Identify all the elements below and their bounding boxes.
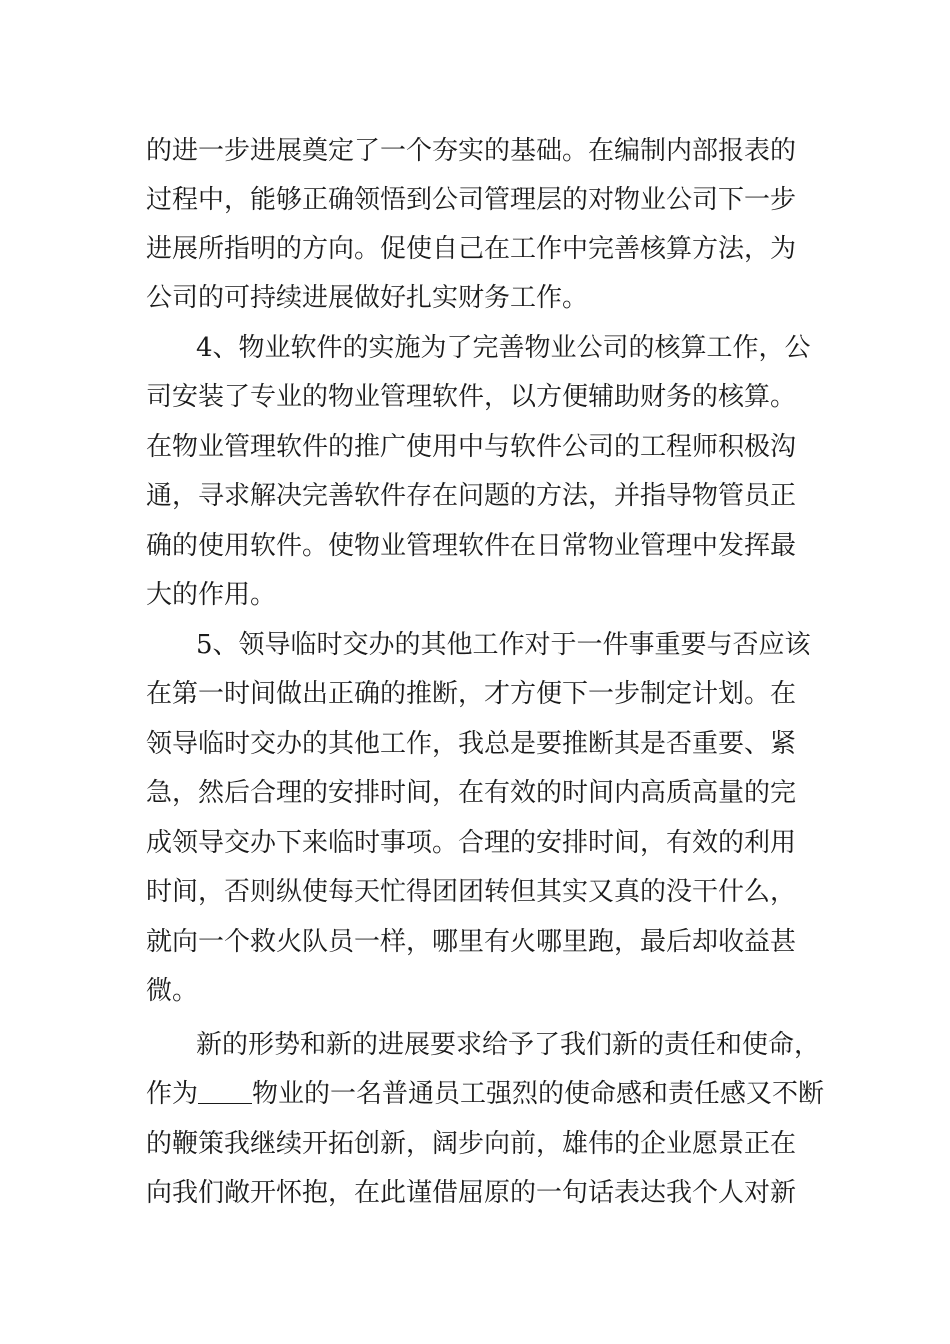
paragraph-line: 在第一时间做出正确的推断，才方便下一步制定计划。在: [146, 679, 797, 709]
paragraph-line: 确的使用软件。使物业管理软件在日常物业管理中发挥最: [146, 531, 797, 561]
line-suffix: 物业的一名普通员工强烈的使命感和责任感又不断: [252, 1079, 825, 1109]
paragraph-line: 微。: [146, 976, 199, 1006]
paragraph-line: 大的作用。: [146, 580, 277, 610]
paragraph-line: 通，寻求解决完善软件存在问题的方法，并指导物管员正: [146, 481, 797, 511]
paragraph-line: 的进一步进展奠定了一个夯实的基础。在编制内部报表的: [146, 136, 797, 166]
paragraph-line: 5、领导临时交办的其他工作对于一件事重要与否应该: [196, 630, 811, 660]
paragraph-line: 成领导交办下来临时事项。合理的安排时间，有效的利用: [146, 828, 797, 858]
paragraph-line: 时间，否则纵使每天忙得团团转但其实又真的没干什么，: [146, 877, 797, 907]
paragraph-line: 司安装了专业的物业管理软件，以方便辅助财务的核算。: [146, 382, 797, 412]
paragraph-line: 在物业管理软件的推广使用中与软件公司的工程师积极沟: [146, 432, 797, 462]
paragraph-line: 就向一个救火队员一样，哪里有火哪里跑，最后却收益甚: [146, 927, 797, 957]
paragraph-line-with-blank: [146, 1074, 826, 1114]
paragraph-line: 进展所指明的方向。促使自己在工作中完善核算方法，为: [146, 234, 797, 264]
paragraph-line: 向我们敞开怀抱，在此谨借屈原的一句话表达我个人对新: [146, 1178, 797, 1208]
paragraph-line: 的鞭策我继续开拓创新，阔步向前，雄伟的企业愿景正在: [146, 1129, 797, 1159]
paragraph-line: 公司的可持续进展做好扎实财务工作。: [146, 283, 589, 313]
paragraph-line: 领导临时交办的其他工作，我总是要推断其是否重要、紧: [146, 729, 797, 759]
paragraph-line: 急，然后合理的安排时间，在有效的时间内高质高量的完: [146, 778, 797, 808]
line-prefix: 作为: [146, 1079, 199, 1109]
paragraph-line: 4、物业软件的实施为了完善物业公司的核算工作，公: [196, 333, 811, 363]
paragraph-line: 新的形势和新的进展要求给予了我们新的责任和使命，: [196, 1030, 821, 1060]
fill-in-blank: [198, 1079, 252, 1104]
paragraph-line: 过程中，能够正确领悟到公司管理层的对物业公司下一步: [146, 185, 797, 215]
